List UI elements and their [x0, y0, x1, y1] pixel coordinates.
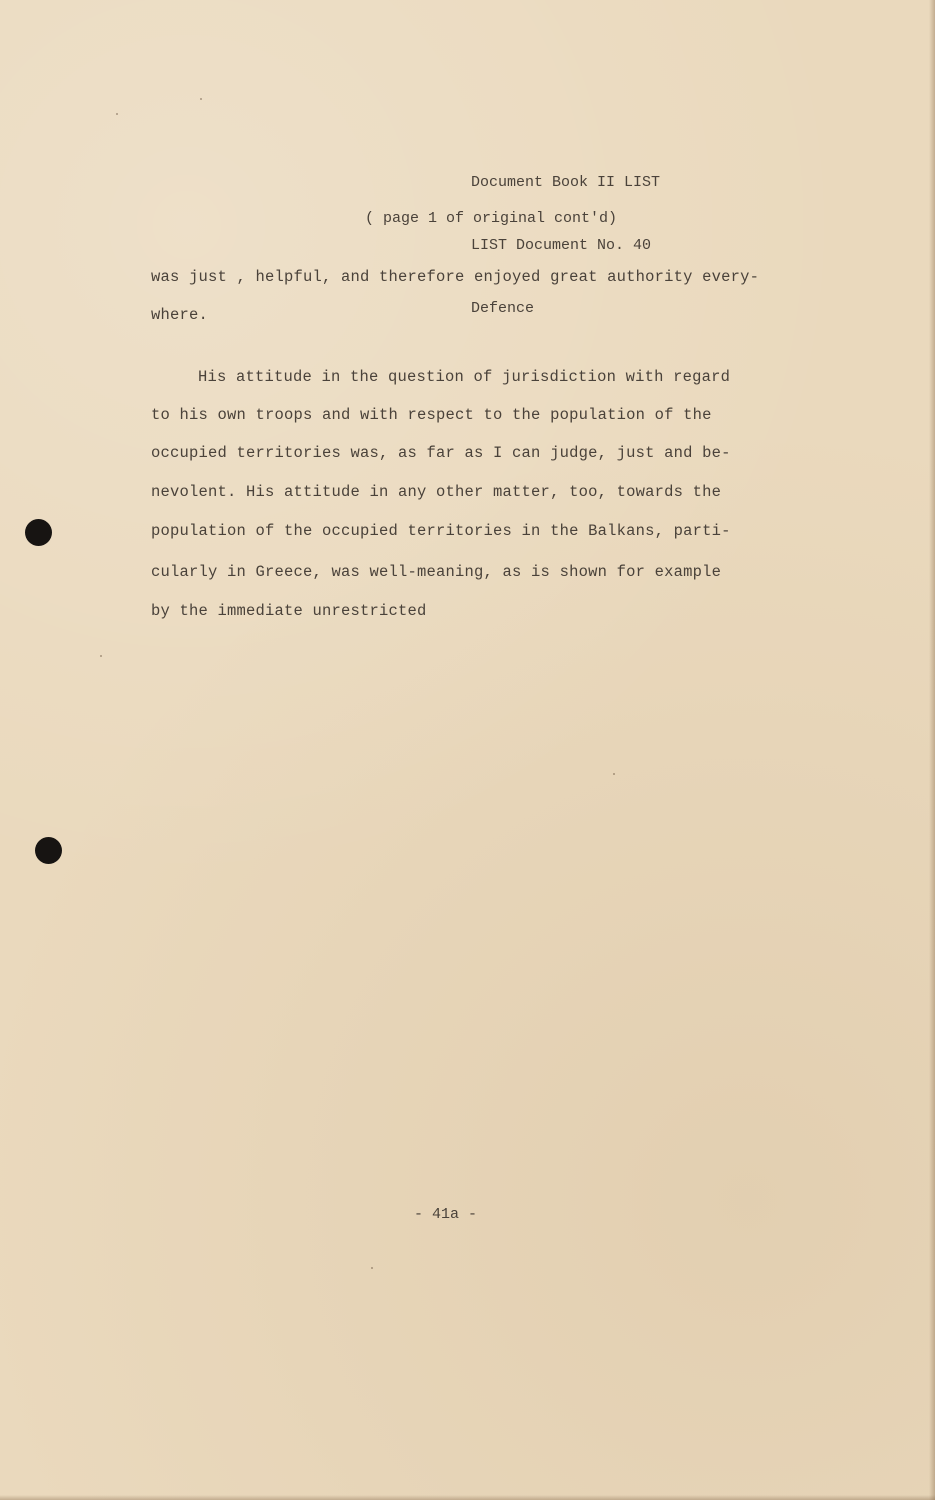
header-line-defence: Defence: [471, 300, 535, 317]
body-line: by the immediate unrestricted: [151, 602, 427, 620]
body-line: nevolent. His attitude in any other matter, too, towards the: [151, 483, 722, 501]
body-line: His attitude in the question of jurisdiction with regard: [198, 368, 731, 386]
body-line: population of the occupied territories in the Balkans, parti-: [151, 522, 731, 540]
header-line-book: Document Book II LIST: [471, 174, 661, 191]
paper-speck: [100, 655, 102, 657]
paper-speck: [116, 113, 118, 115]
body-line: to his own troops and with respect to the population of the: [151, 406, 712, 424]
paper-speck: [371, 1267, 373, 1269]
body-line: cularly in Greece, was well-meaning, as is shown for example: [151, 563, 722, 581]
punch-hole: [25, 519, 52, 546]
document-header: [471, 130, 660, 361]
body-line: where.: [151, 306, 209, 324]
paper-speck: [613, 773, 615, 775]
body-line: was just , helpful, and therefore enjoyed great authority every-: [151, 268, 760, 286]
punch-hole: [35, 837, 62, 864]
page-edge-shadow-bottom: [0, 1495, 935, 1500]
page-number: - 41a -: [414, 1206, 478, 1223]
header-line-document-no: LIST Document No. 40: [471, 237, 652, 254]
paper-speck: [200, 98, 202, 100]
page-edge-shadow: [929, 0, 935, 1500]
body-line: occupied territories was, as far as I can judge, just and be-: [151, 444, 731, 462]
continuation-note: ( page 1 of original cont'd): [365, 210, 618, 227]
